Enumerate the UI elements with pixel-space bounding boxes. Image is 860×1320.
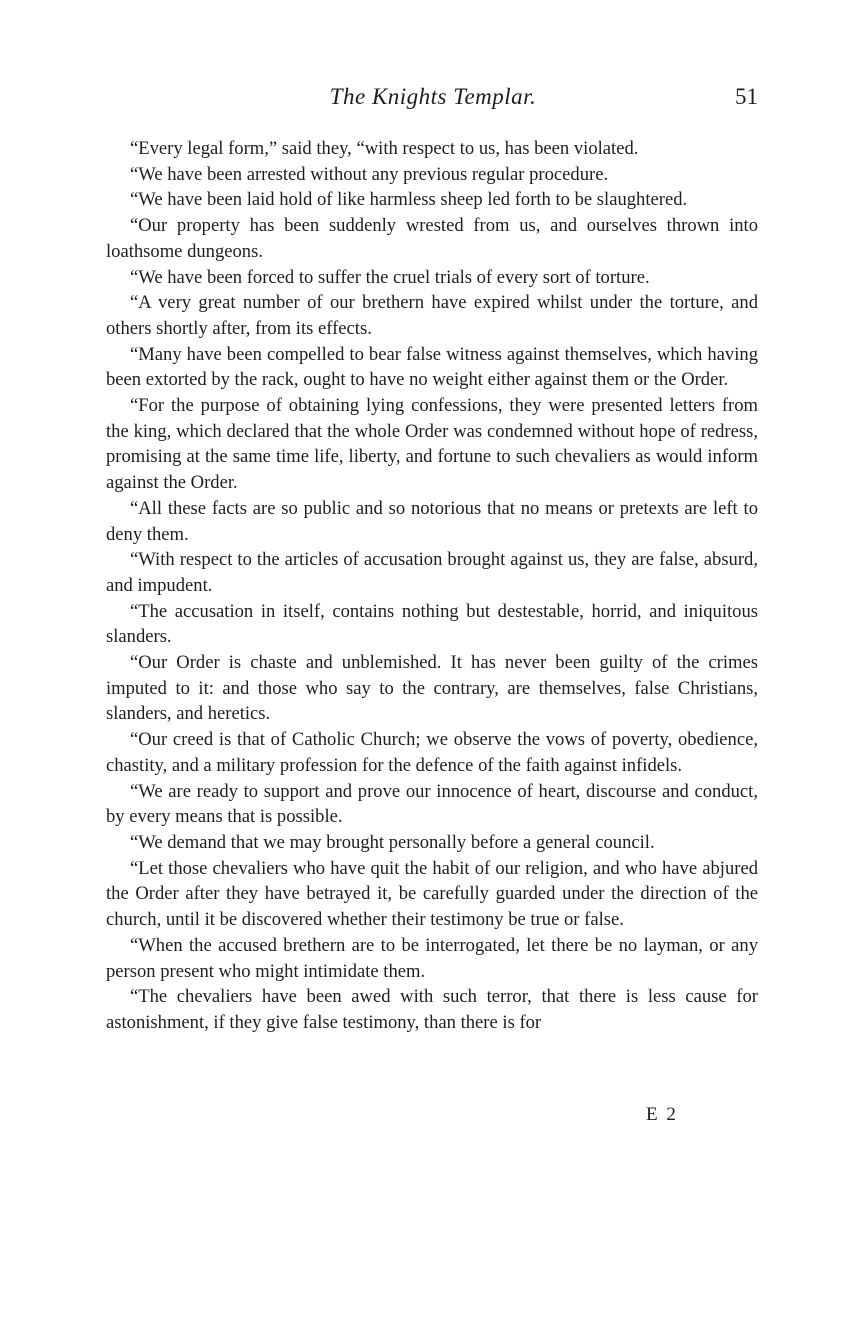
paragraph: “For the purpose of obtaining lying confessions, they were presented letters from the king, which declared that the whole Order was condemned without hope of redress, promising at the same time life, liberty, and fortune to such chevaliers as would inform against the Order. <box>106 395 758 494</box>
paragraph: “All these facts are so public and so notorious that no means or pretexts are left to deny them. <box>106 497 758 545</box>
paragraph: “The chevaliers have been awed with such terror, that there is less cause for astonishment, if they give false testimony, than there is for <box>106 986 758 1033</box>
signature-mark: E 2 <box>646 1104 678 1125</box>
paragraph: “We have been forced to suffer the cruel trials of every sort of torture. <box>130 266 650 288</box>
running-title: The Knights Templar. <box>329 84 537 109</box>
paragraph: “Let those chevaliers who have quit the habit of our religion, and who have abjured the Order after they have betrayed it, be carefully guarded under the direction of the church, until it be discovered whether their testimony be true or false. <box>106 857 758 931</box>
page-number: 51 <box>735 84 758 109</box>
paragraph: “We have been laid hold of like harmless sheep led forth to be slaughtered. <box>130 189 688 211</box>
paragraph: “We demand that we may brought personally before a general council. <box>130 831 655 853</box>
paragraph: “When the accused brethern are to be interrogated, let there be no layman, or any person present who might intimidate them. <box>106 934 758 982</box>
paragraph: “Our Order is chaste and unblemished. It has never been guilty of the crimes imputed to it: and those who say to the contrary, are themselves, false Christians, slanders, and heretics. <box>106 652 758 725</box>
paragraph: “We have been arrested without any previous regular procedure. <box>130 163 609 185</box>
body-text <box>106 136 758 1036</box>
paragraph: “Every legal form,” said they, “with respect to us, has been violated. <box>130 138 639 159</box>
running-head <box>108 84 758 114</box>
paragraph: “The accusation in itself, contains nothing but destestable, horrid, and iniquitous slanders. <box>106 600 758 648</box>
paragraph: “Our property has been suddenly wrested from us, and ourselves thrown into loathsome dungeons. <box>106 215 758 262</box>
paragraph: “With respect to the articles of accusation brought against us, they are false, absurd, and impudent. <box>106 549 758 596</box>
paragraph: “We are ready to support and prove our innocence of heart, discourse and conduct, by every means that is possible. <box>106 780 758 828</box>
paragraph: “Our creed is that of Catholic Church; we observe the vows of poverty, obedience, chastity, and a military profession for the defence of the faith against infidels. <box>106 729 758 776</box>
paragraph: “Many have been compelled to bear false witness against themselves, which having been extorted by the rack, ought to have no weight either against them or the Order. <box>106 343 758 391</box>
paragraph: “A very great number of our brethern have expired whilst under the torture, and others shortly after, from its effects. <box>106 292 758 339</box>
